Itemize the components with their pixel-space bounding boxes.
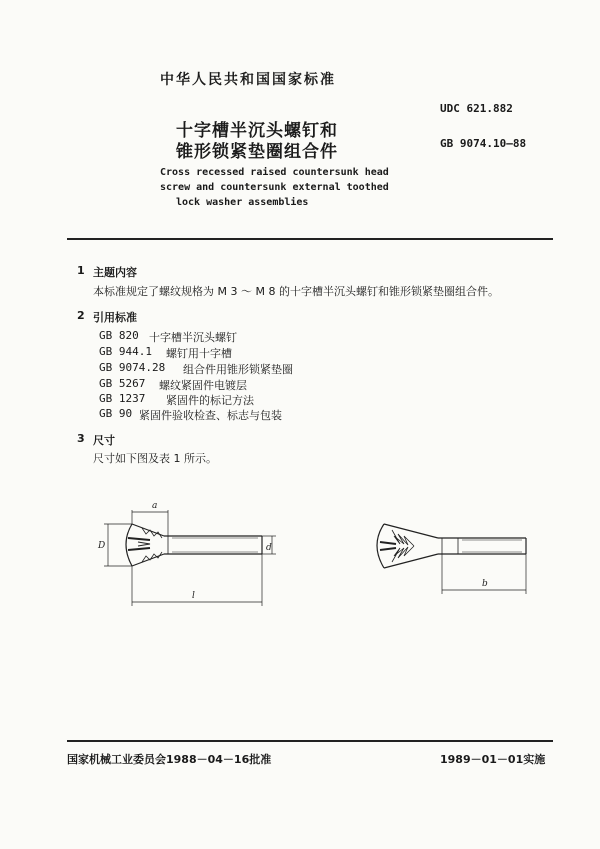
ref-title: 螺钉用十字槽 (166, 347, 232, 360)
label-b: b (482, 579, 488, 589)
gb-number: GB 9074.10—88 (440, 137, 527, 150)
section-3-number: 3 (77, 432, 85, 445)
title-zh-line2: 锥形锁紧垫圈组合件 (176, 142, 338, 162)
left-view-screw (126, 524, 262, 566)
ref-code: GB 9074.28 (99, 361, 166, 374)
label-a: a (152, 501, 158, 511)
udc-number: UDC 621.882 (440, 102, 513, 115)
ref-code: GB 1237 (99, 392, 146, 405)
ref-code: GB 820 (99, 329, 139, 342)
ref-title: 紧固件的标记方法 (166, 394, 254, 407)
ref-code: GB 944.1 (99, 345, 152, 358)
label-D: D (98, 541, 106, 551)
ref-title: 组合件用锥形锁紧垫圈 (183, 363, 293, 376)
section-3-title: 尺寸 (93, 434, 115, 447)
section-1-number: 1 (77, 264, 85, 277)
title-en-line3: lock washer assemblies (176, 197, 309, 208)
right-view-screw (377, 524, 526, 568)
ref-code: GB 5267 (99, 377, 146, 390)
approval-date: 国家机械工业委员会1988－04－16批准 (67, 753, 272, 766)
title-en-line2: screw and countersunk external toothed (160, 182, 389, 193)
implementation-date: 1989－01－01实施 (440, 753, 546, 766)
dimension-D (104, 524, 132, 566)
section-2-number: 2 (77, 309, 85, 322)
footer-rule (67, 740, 553, 742)
label-d: d (266, 543, 272, 553)
standard-type-heading: 中华人民共和国国家标准 (160, 72, 336, 88)
dimension-a (132, 510, 168, 536)
section-3-text: 尺寸如下图及表 1 所示。 (93, 452, 217, 465)
section-1-text: 本标准规定了螺纹规格为 M 3 ～ M 8 的十字槽半沉头螺钉和锥形锁紧垫圈组合件。 (93, 285, 499, 298)
section-1-title: 主题内容 (93, 266, 137, 279)
ref-title: 紧固件验收检查、标志与包装 (139, 409, 282, 422)
section-2-title: 引用标准 (93, 311, 137, 324)
ref-code: GB 90 (99, 407, 133, 420)
dimension-l (132, 554, 262, 606)
title-en-line1: Cross recessed raised countersunk head (160, 167, 389, 178)
ref-title: 十字槽半沉头螺钉 (149, 331, 237, 344)
title-zh-line1: 十字槽半沉头螺钉和 (176, 121, 338, 141)
header-rule (67, 238, 553, 240)
assembly-drawing (0, 490, 600, 630)
ref-title: 螺纹紧固件电镀层 (159, 379, 247, 392)
label-l: l (192, 591, 195, 601)
